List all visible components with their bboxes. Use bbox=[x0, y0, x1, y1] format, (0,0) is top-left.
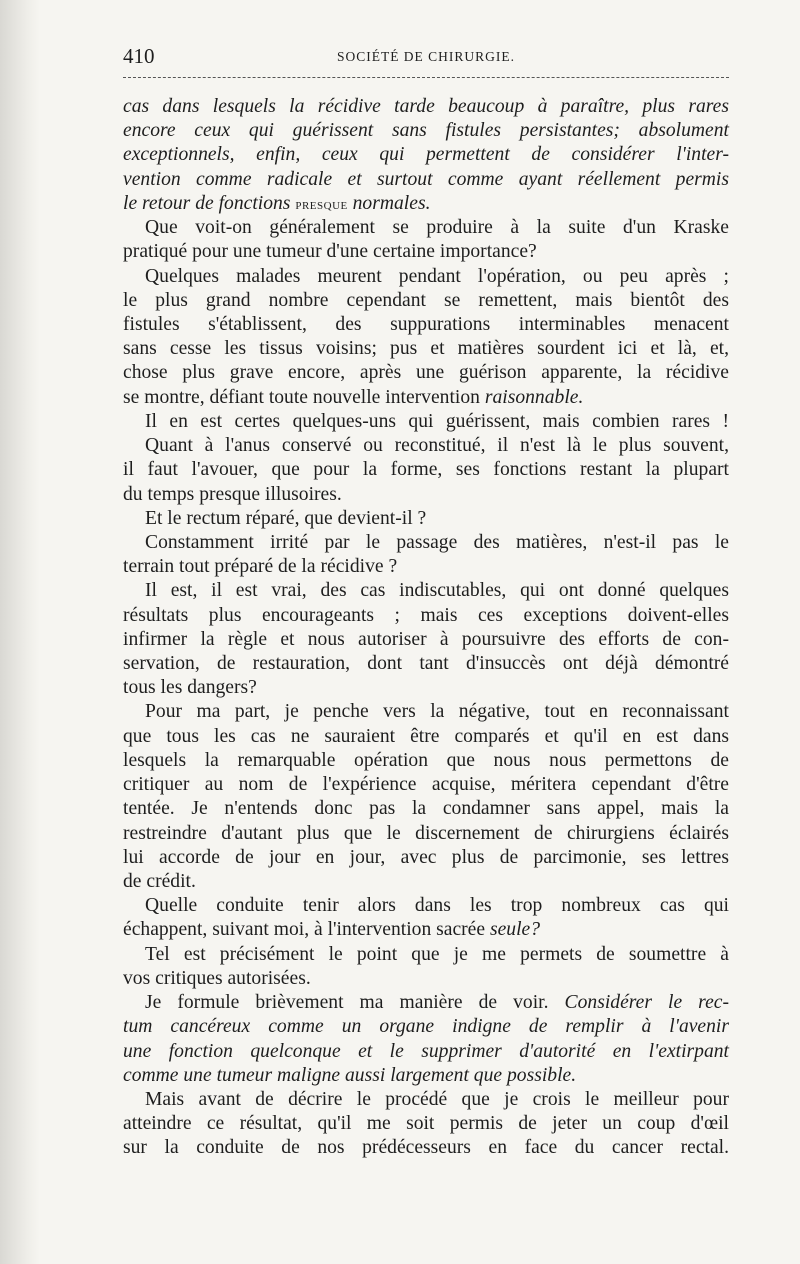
small-caps-text: presque bbox=[295, 195, 348, 213]
text-segment: Pour ma part, je penche vers la négative, tout en reconnaissant bbox=[145, 701, 729, 723]
text-segment: fistules s'établissent, des suppurations interminables menacent bbox=[123, 313, 729, 335]
text-segment: infirmer la règle et nous autoriser à poursuivre des efforts de con- bbox=[123, 628, 729, 650]
text-line bbox=[123, 555, 729, 579]
text-segment: restreindre d'autant plus que le discernement de chirurgiens éclairés bbox=[123, 822, 729, 844]
page-edge-shadow bbox=[0, 0, 40, 1264]
text-line bbox=[123, 313, 729, 337]
text-line bbox=[123, 604, 729, 628]
page-number: 410 bbox=[123, 44, 155, 68]
text-segment: lui accorde de jour en jour, avec plus de parcimonie, ses lettres bbox=[123, 846, 729, 868]
italic-text: comme une tumeur maligne aussi largement que possible. bbox=[123, 1064, 577, 1086]
text-line bbox=[123, 265, 729, 289]
text-line bbox=[123, 676, 729, 700]
text-segment: lesquels la remarquable opération que nous nous permettons de bbox=[123, 749, 729, 771]
italic-text: exceptionnels, enfin, ceux qui permettent de considérer l'inter- bbox=[123, 144, 729, 166]
italic-text: raisonnable. bbox=[484, 386, 584, 408]
text-segment: Quelle conduite tenir alors dans les trop nombreux cas qui bbox=[145, 895, 729, 917]
text-line bbox=[123, 531, 729, 555]
text-line bbox=[123, 458, 729, 482]
italic-text: normales. bbox=[347, 192, 431, 214]
paragraph bbox=[123, 410, 729, 434]
text-line bbox=[123, 434, 729, 458]
text-segment: pratiqué pour une tumeur d'une certaine importance? bbox=[123, 241, 537, 263]
text-segment: chose plus grave encore, après une guérison apparente, la récidive bbox=[123, 362, 729, 384]
paragraph bbox=[123, 700, 729, 894]
text-segment: se montre, défiant toute nouvelle intervention bbox=[123, 386, 485, 408]
text-line bbox=[123, 168, 729, 192]
text-segment: servation, de restauration, dont tant d'insuccès ont déjà démontré bbox=[123, 653, 729, 675]
text-segment: Il en est certes quelques-uns qui guérissent, mais combien rares ! bbox=[145, 410, 729, 432]
text-line bbox=[123, 652, 729, 676]
text-line bbox=[123, 967, 729, 991]
italic-text: une fonction quelconque et le supprimer d'autorité en l'extirpant bbox=[123, 1040, 729, 1062]
text-line bbox=[123, 773, 729, 797]
page-header bbox=[123, 44, 729, 72]
text-line bbox=[123, 289, 729, 313]
paragraph bbox=[123, 894, 729, 942]
text-line bbox=[123, 483, 729, 507]
text-segment: Que voit-on généralement se produire à la suite d'un Kraske bbox=[145, 217, 729, 239]
text-segment: sur la conduite de nos prédécesseurs en face du cancer rectal. bbox=[123, 1137, 729, 1159]
text-line bbox=[123, 822, 729, 846]
text-line bbox=[123, 143, 729, 167]
text-segment: Tel est précisément le point que je me permets de soumettre à bbox=[145, 943, 729, 965]
text-segment: résultats plus encourageants ; mais ces exceptions doivent-elles bbox=[123, 604, 729, 626]
text-segment: sans cesse les tissus voisins; pus et matières sourdent ici et là, et, bbox=[123, 338, 729, 360]
header-rule bbox=[123, 77, 729, 78]
text-segment: du temps presque illusoires. bbox=[123, 483, 342, 505]
italic-text: encore ceux qui guérissent sans fistules persistantes; absolument bbox=[123, 120, 729, 142]
text-segment: de crédit. bbox=[123, 871, 196, 892]
text-segment: terrain tout préparé de la récidive ? bbox=[123, 556, 398, 578]
text-line bbox=[123, 749, 729, 773]
paragraph bbox=[123, 943, 729, 991]
text-segment: atteindre ce résultat, qu'il me soit permis de jeter un coup d'œil bbox=[123, 1113, 729, 1135]
italic-text: Considérer le rec- bbox=[564, 992, 729, 1014]
paragraph bbox=[123, 1088, 729, 1161]
text-segment: Mais avant de décrire le procédé que je crois le meilleur pour bbox=[145, 1088, 729, 1110]
text-line bbox=[123, 507, 729, 531]
text-line bbox=[123, 846, 729, 870]
text-segment: vos critiques autorisées. bbox=[123, 967, 311, 989]
italic-text: seule? bbox=[489, 919, 541, 941]
text-line bbox=[123, 1136, 729, 1160]
text-line bbox=[123, 628, 729, 652]
text-segment: critiquer au nom de l'expérience acquise, méritera cependant d'être bbox=[123, 774, 729, 796]
text-line bbox=[123, 1015, 729, 1039]
text-line bbox=[123, 119, 729, 143]
text-line bbox=[123, 361, 729, 385]
text-line bbox=[123, 240, 729, 264]
text-line bbox=[123, 95, 729, 119]
text-line bbox=[123, 894, 729, 918]
italic-text: vention comme radicale et surtout comme ayant réellement permis bbox=[123, 168, 729, 190]
text-line bbox=[123, 797, 729, 821]
text-line bbox=[123, 579, 729, 603]
paragraph bbox=[123, 507, 729, 531]
paragraph bbox=[123, 531, 729, 579]
text-line bbox=[123, 700, 729, 724]
text-line bbox=[123, 1040, 729, 1064]
text-line bbox=[123, 410, 729, 434]
text-line bbox=[123, 725, 729, 749]
italic-text: cas dans lesquels la récidive tarde beaucoup à paraître, plus rares bbox=[123, 96, 729, 117]
running-title: SOCIÉTÉ DE CHIRURGIE. bbox=[336, 49, 516, 64]
text-segment: Quant à l'anus conservé ou reconstitué, il n'est là le plus souvent, bbox=[145, 435, 729, 457]
text-segment: Constamment irrité par le passage des matières, n'est-il pas le bbox=[145, 531, 729, 553]
italic-text: tum cancéreux comme un organe indigne de remplir à l'avenir bbox=[123, 1016, 729, 1038]
text-line bbox=[123, 870, 729, 894]
text-segment: Quelques malades meurent pendant l'opération, ou peu après ; bbox=[145, 265, 729, 287]
text-line bbox=[123, 337, 729, 361]
paragraph bbox=[123, 216, 729, 264]
paragraph bbox=[123, 95, 729, 216]
text-segment: tous les dangers? bbox=[123, 677, 257, 699]
text-segment: que tous les cas ne sauraient être comparés et qu'il en est dans bbox=[123, 725, 729, 747]
text-line bbox=[123, 386, 729, 410]
text-line bbox=[123, 1088, 729, 1112]
italic-text: le retour de fonctions bbox=[123, 192, 296, 214]
paragraph bbox=[123, 265, 729, 410]
paragraph bbox=[123, 579, 729, 700]
text-segment: le plus grand nombre cependant se remettent, mais bientôt des bbox=[123, 289, 729, 311]
text-segment: il faut l'avouer, que pour la forme, ses fonctions restant la plupart bbox=[123, 459, 729, 481]
text-line bbox=[123, 1064, 729, 1088]
text-line bbox=[123, 216, 729, 240]
paragraph bbox=[123, 434, 729, 507]
body-text bbox=[123, 95, 729, 1161]
text-segment: Et le rectum réparé, que devient-il ? bbox=[145, 507, 427, 529]
text-line bbox=[123, 943, 729, 967]
text-line bbox=[123, 991, 729, 1015]
text-line bbox=[123, 918, 729, 942]
text-segment: tentée. Je n'entends donc pas la condamner sans appel, mais la bbox=[123, 798, 729, 820]
text-line bbox=[123, 192, 729, 216]
text-segment: Je formule brièvement ma manière de voir. bbox=[145, 992, 565, 1014]
paragraph bbox=[123, 991, 729, 1088]
text-line bbox=[123, 1112, 729, 1136]
text-segment: Il est, il est vrai, des cas indiscutables, qui ont donné quelques bbox=[145, 580, 729, 602]
text-segment: échappent, suivant moi, à l'intervention sacrée bbox=[123, 919, 490, 941]
